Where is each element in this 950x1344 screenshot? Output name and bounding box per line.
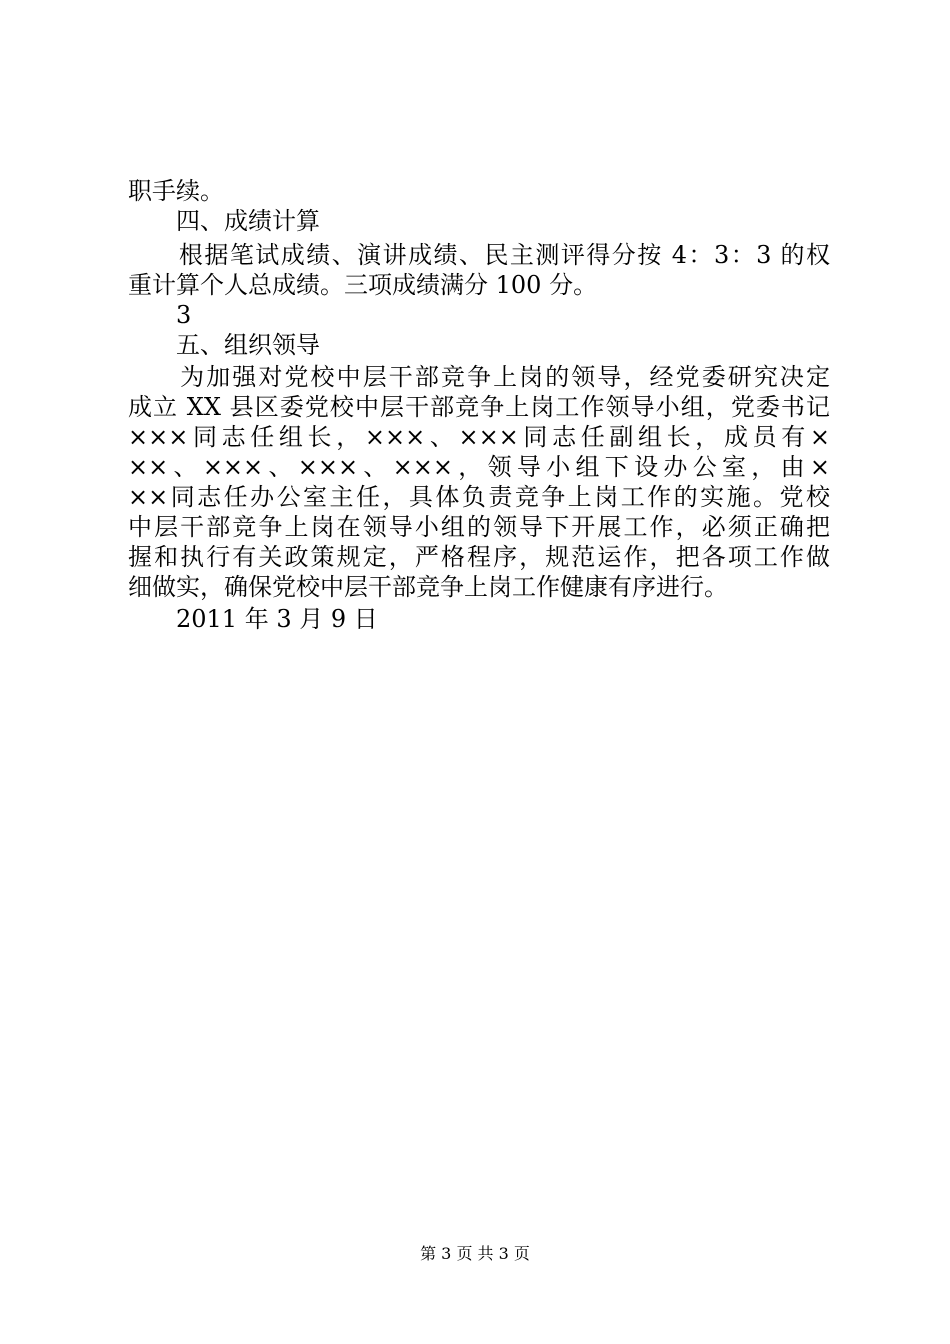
paragraph-line: 握和执行有关政策规定，严格程序，规范运作，把各项工作做: [128, 543, 830, 571]
paragraph-line: 重计算个人总成绩。三项成绩满分 100 分。: [128, 271, 598, 299]
paragraph-line: 职手续。: [128, 177, 224, 205]
paragraph-line: ××、×××、×××、×××，领导小组下设办公室，由×: [128, 453, 830, 481]
paragraph-line: ××同志任办公室主任，具体负责竞争上岗工作的实施。党校: [128, 483, 830, 511]
paragraph-line: 为加强对党校中层干部竞争上岗的领导，经党委研究决定: [128, 363, 830, 391]
paragraph-line: ×××同志任组长，×××、×××同志任副组长，成员有×: [128, 423, 830, 451]
document-date: 2011 年 3 月 9 日: [128, 605, 378, 633]
paragraph-line: 成立 XX 县区委党校中层干部竞争上岗工作领导小组，党委书记: [128, 393, 830, 421]
paragraph-line: 中层干部竞争上岗在领导小组的领导下开展工作，必须正确把: [128, 513, 830, 541]
section-heading-score-calculation: 四、成绩计算: [128, 207, 320, 235]
page-footer: 第 3 页 共 3 页: [420, 1244, 530, 1263]
paragraph-line: 细做实，确保党校中层干部竞争上岗工作健康有序进行。: [128, 573, 728, 601]
paragraph-line: 根据笔试成绩、演讲成绩、民主测评得分按 4：3：3 的权: [128, 241, 830, 269]
page-number-inline: 3: [128, 301, 192, 329]
section-heading-organization: 五、组织领导: [128, 331, 320, 359]
